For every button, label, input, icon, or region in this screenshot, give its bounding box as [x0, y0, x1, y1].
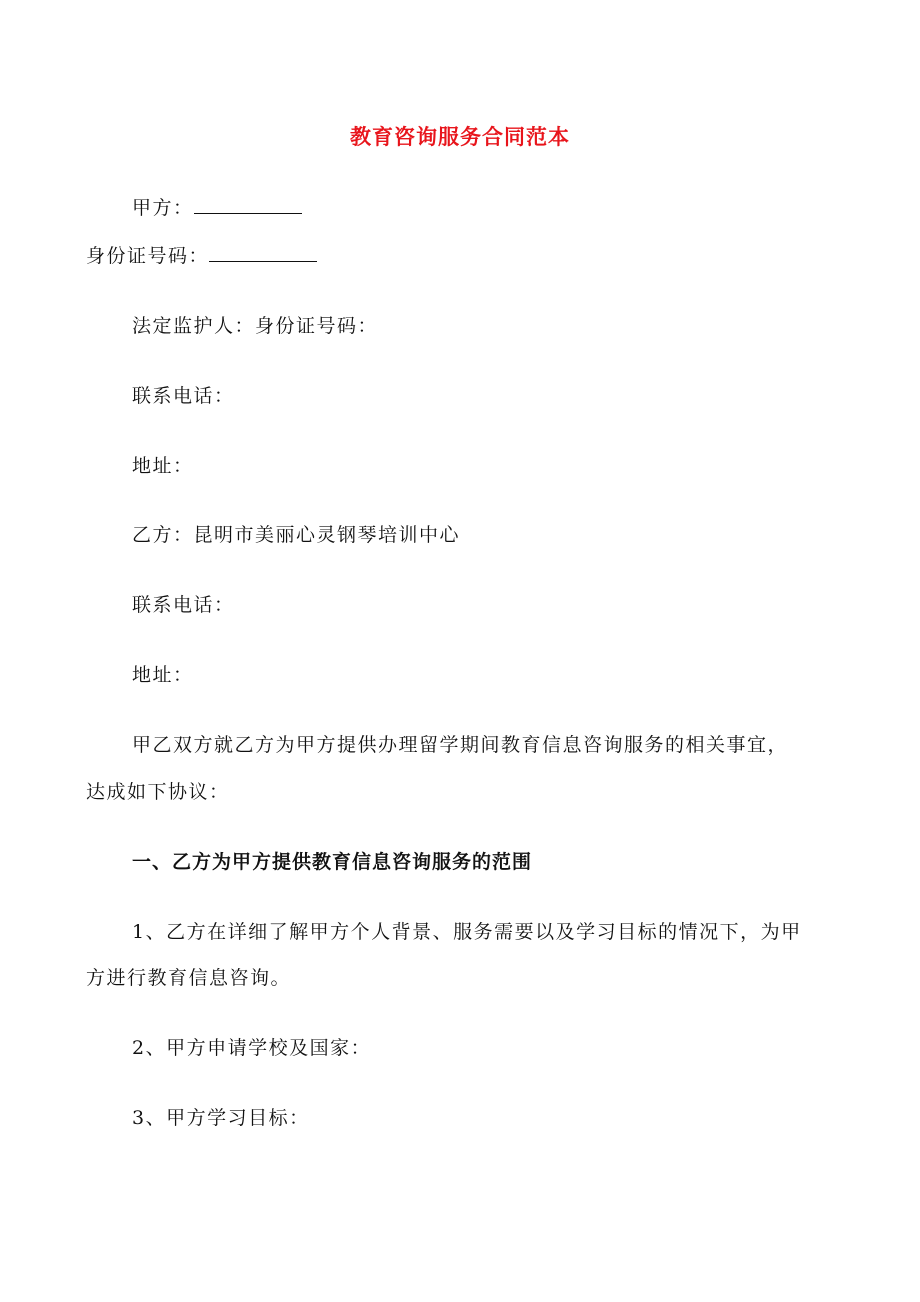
section1-item1-line2: 方进行教育信息咨询。 — [86, 967, 292, 989]
party-b-line: 乙方：昆明市美丽心灵钢琴培训中心 — [132, 524, 461, 546]
party-b-address-line: 地址： — [132, 664, 194, 686]
party-a-blank — [194, 195, 302, 214]
party-a-id-blank — [209, 243, 317, 262]
party-a-address-line: 地址： — [132, 455, 194, 477]
party-b-phone-line: 联系电话： — [132, 594, 235, 616]
party-a-id-line — [86, 242, 317, 270]
intro-paragraph-line1: 甲乙双方就乙方为甲方提供办理留学期间教育信息咨询服务的相关事宜， — [132, 734, 789, 756]
party-a-phone-line: 联系电话： — [132, 385, 235, 407]
section1-item3: 3、甲方学习目标： — [132, 1107, 310, 1129]
party-a-line — [132, 194, 302, 222]
party-a-id-label: 身份证号码： — [86, 245, 210, 267]
section1-item1-line1: 1、乙方在详细了解甲方个人背景、服务需要以及学习目标的情况下，为甲 — [132, 921, 802, 943]
guardian-line: 法定监护人：身份证号码： — [132, 315, 379, 337]
section1-item2: 2、甲方申请学校及国家： — [132, 1037, 372, 1059]
section1-heading: 一、乙方为甲方提供教育信息咨询服务的范围 — [132, 851, 533, 873]
party-a-label: 甲方： — [132, 197, 194, 219]
intro-paragraph-line2: 达成如下协议： — [86, 781, 230, 803]
document-title: 教育咨询服务合同范本 — [350, 125, 570, 149]
